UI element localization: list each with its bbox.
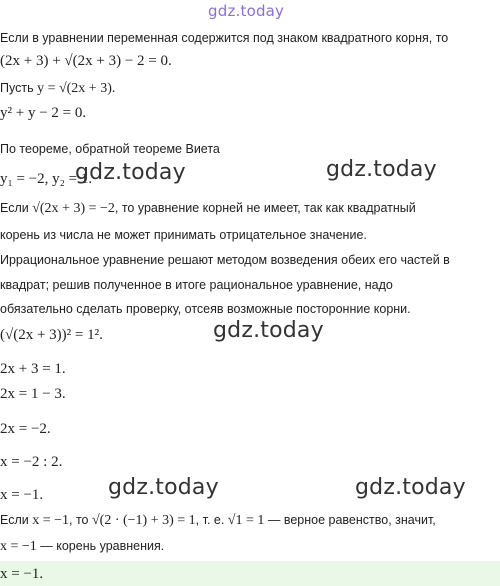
answer-highlight bbox=[0, 561, 500, 586]
text-pusty: Пусть bbox=[0, 81, 38, 95]
watermark-2: gdz.today bbox=[326, 157, 437, 182]
equation-step-5: x = −1. bbox=[0, 487, 44, 503]
text-to: , то bbox=[69, 513, 92, 527]
watermark-top: gdz.today bbox=[208, 2, 285, 20]
text-line-10: квадрат; решив полученное в итоге рациональное уравнение, надо bbox=[0, 278, 393, 292]
check-math-2: √(2 · (−1) + 3) = 1 bbox=[91, 513, 196, 528]
text-line-9: Иррациональное уравнение решают методом возведения обеих его частей в bbox=[0, 253, 450, 267]
check-math-3: √1 = 1 bbox=[227, 513, 265, 528]
equation-step-1: 2x + 3 = 1. bbox=[0, 361, 66, 377]
conclusion-math: x = −1 bbox=[0, 539, 37, 554]
text-line-11: обязательно сделать проверку, отсеяв возможные посторонние корни. bbox=[0, 302, 411, 316]
text-esli: Если bbox=[0, 201, 33, 215]
text-conclusion: — корень уравнения. bbox=[36, 539, 165, 553]
text-line-conclusion bbox=[0, 538, 164, 555]
equation-step-3: 2x = −2. bbox=[0, 421, 51, 437]
text-line-vieta: По теореме, обратной теореме Виета bbox=[0, 142, 220, 156]
equation-step-4: x = −2 : 2. bbox=[0, 454, 63, 470]
text-line-8: корень из числа не может принимать отрицательное значение. bbox=[0, 228, 367, 242]
watermark-3: gdz.today bbox=[213, 318, 324, 343]
text-esli-2: Если bbox=[0, 513, 33, 527]
equation-quadratic: y² + y − 2 = 0. bbox=[0, 105, 87, 121]
text-case1-rest: , то уравнение корней не имеет, так как квадратный bbox=[114, 201, 416, 215]
watermark-1: gdz.today bbox=[75, 160, 186, 185]
check-math-1: x = −1 bbox=[32, 513, 69, 528]
equation-squared: (√(2x + 3))² = 1². bbox=[0, 327, 103, 343]
text-te: , т. е. bbox=[195, 513, 228, 527]
text-line-substitution bbox=[0, 80, 115, 97]
watermark-5: gdz.today bbox=[355, 475, 466, 500]
text-line-check bbox=[0, 512, 436, 529]
text-line-1: Если в уравнении переменная содержится под знаком квадратного корня, то bbox=[0, 31, 449, 45]
substitution-math: y = √(2x + 3). bbox=[37, 81, 116, 96]
case1-math: √(2x + 3) = −2 bbox=[32, 201, 115, 216]
equation-original: (2x + 3) + √(2x + 3) − 2 = 0. bbox=[0, 53, 172, 69]
equation-step-2: 2x = 1 − 3. bbox=[0, 386, 66, 402]
answer-text: x = −1. bbox=[0, 566, 44, 582]
watermark-4: gdz.today bbox=[108, 475, 219, 500]
text-line-case1 bbox=[0, 200, 416, 217]
text-check-rest: — верное равенство, значит, bbox=[264, 513, 436, 527]
equation-roots: y₁ = −2, y₂ = 1. bbox=[0, 171, 93, 187]
